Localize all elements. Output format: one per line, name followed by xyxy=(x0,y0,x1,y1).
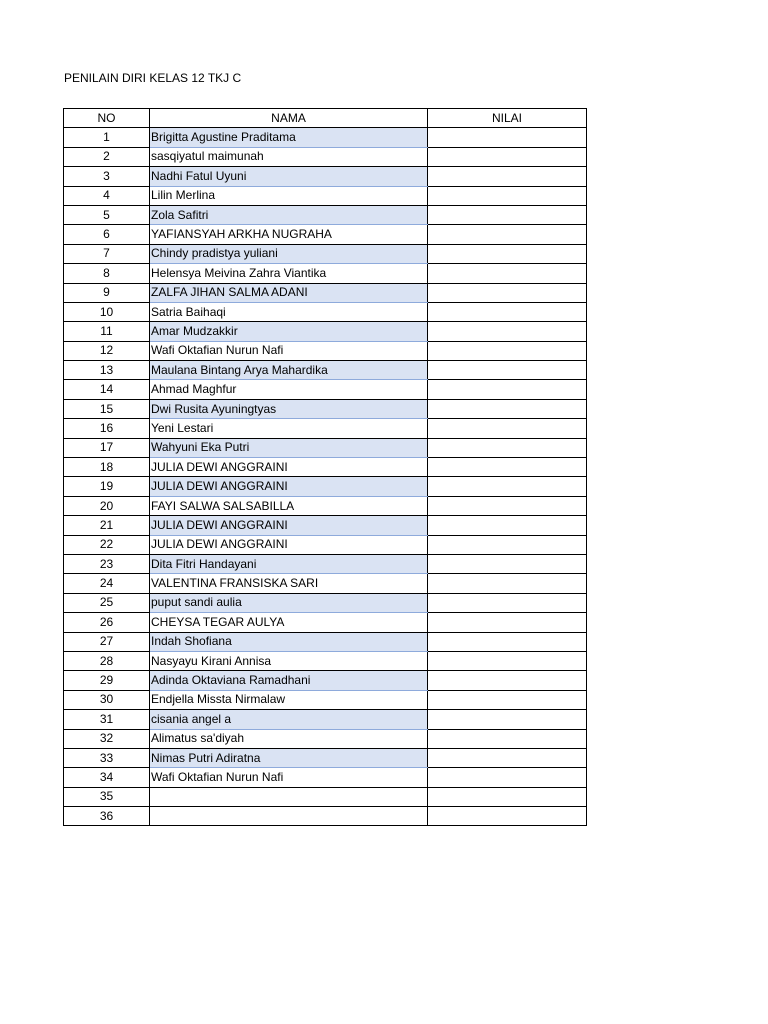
table-row xyxy=(64,147,587,166)
cell-nilai[interactable] xyxy=(428,380,587,399)
cell-nilai[interactable] xyxy=(428,225,587,244)
cell-nama[interactable]: Brigitta Agustine Praditama xyxy=(150,128,428,147)
cell-nilai[interactable] xyxy=(428,768,587,787)
table-row xyxy=(64,535,587,554)
cell-nilai[interactable] xyxy=(428,496,587,515)
cell-nama[interactable]: Adinda Oktaviana Ramadhani xyxy=(150,671,428,690)
cell-nama[interactable]: Ahmad Maghfur xyxy=(150,380,428,399)
table-row xyxy=(64,554,587,573)
cell-nilai[interactable] xyxy=(428,438,587,457)
cell-nama[interactable] xyxy=(150,787,428,806)
cell-nilai[interactable] xyxy=(428,264,587,283)
cell-nilai[interactable] xyxy=(428,651,587,670)
cell-no[interactable]: 28 xyxy=(64,651,150,670)
table-body xyxy=(64,128,587,826)
cell-nama[interactable]: puput sandi aulia xyxy=(150,593,428,612)
cell-nama[interactable]: JULIA DEWI ANGGRAINI xyxy=(150,477,428,496)
cell-nama[interactable]: Lilin Merlina xyxy=(150,186,428,205)
cell-no[interactable]: 35 xyxy=(64,787,150,806)
cell-nilai[interactable] xyxy=(428,322,587,341)
table-row xyxy=(64,167,587,186)
cell-no[interactable]: 14 xyxy=(64,380,150,399)
cell-nama[interactable]: JULIA DEWI ANGGRAINI xyxy=(150,516,428,535)
cell-nama[interactable]: Wafi Oktafian Nurun Nafi xyxy=(150,341,428,360)
cell-nama[interactable]: Nadhi Fatul Uyuni xyxy=(150,167,428,186)
cell-nama[interactable]: Nasyayu Kirani Annisa xyxy=(150,651,428,670)
cell-nilai[interactable] xyxy=(428,283,587,302)
table-row xyxy=(64,438,587,457)
cell-no[interactable]: 2 xyxy=(64,147,150,166)
cell-nilai[interactable] xyxy=(428,458,587,477)
cell-nama[interactable]: ZALFA JIHAN SALMA ADANI xyxy=(150,283,428,302)
cell-nama[interactable]: Endjella Missta Nirmalaw xyxy=(150,690,428,709)
cell-no[interactable]: 23 xyxy=(64,554,150,573)
table-row xyxy=(64,690,587,709)
table-row xyxy=(64,613,587,632)
cell-nama[interactable]: Maulana Bintang Arya Mahardika xyxy=(150,361,428,380)
table-row xyxy=(64,244,587,263)
cell-nilai[interactable] xyxy=(428,147,587,166)
cell-no[interactable]: 4 xyxy=(64,186,150,205)
cell-no[interactable]: 22 xyxy=(64,535,150,554)
cell-nama[interactable]: Dwi Rusita Ayuningtyas xyxy=(150,399,428,418)
cell-no[interactable]: 9 xyxy=(64,283,150,302)
cell-no[interactable]: 31 xyxy=(64,710,150,729)
cell-no[interactable]: 18 xyxy=(64,458,150,477)
cell-nama[interactable]: sasqiyatul maimunah xyxy=(150,147,428,166)
cell-nilai[interactable] xyxy=(428,613,587,632)
cell-nama[interactable]: Helensya Meivina Zahra Viantika xyxy=(150,264,428,283)
cell-no[interactable]: 17 xyxy=(64,438,150,457)
table-row xyxy=(64,477,587,496)
table-row xyxy=(64,341,587,360)
cell-nilai[interactable] xyxy=(428,128,587,147)
page-title: PENILAIN DIRI KELAS 12 TKJ C xyxy=(64,71,242,85)
cell-nilai[interactable] xyxy=(428,419,587,438)
table-row xyxy=(64,322,587,341)
cell-nama[interactable]: Nimas Putri Adiratna xyxy=(150,748,428,767)
cell-no[interactable]: 30 xyxy=(64,690,150,709)
cell-no[interactable]: 1 xyxy=(64,128,150,147)
cell-nama[interactable]: Dita Fitri Handayani xyxy=(150,554,428,573)
table-row xyxy=(64,186,587,205)
cell-no[interactable]: 5 xyxy=(64,205,150,224)
table-row xyxy=(64,729,587,748)
cell-nama[interactable]: JULIA DEWI ANGGRAINI xyxy=(150,458,428,477)
cell-nama[interactable]: cisania angel a xyxy=(150,710,428,729)
header-nama[interactable]: NAMA xyxy=(150,109,428,128)
table-row xyxy=(64,205,587,224)
table-row xyxy=(64,787,587,806)
table-row xyxy=(64,496,587,515)
cell-nilai[interactable] xyxy=(428,399,587,418)
cell-no[interactable]: 25 xyxy=(64,593,150,612)
cell-nama[interactable]: Wahyuni Eka Putri xyxy=(150,438,428,457)
cell-nilai[interactable] xyxy=(428,302,587,321)
cell-no[interactable]: 33 xyxy=(64,748,150,767)
cell-no[interactable]: 24 xyxy=(64,574,150,593)
cell-nilai[interactable] xyxy=(428,671,587,690)
cell-nilai[interactable] xyxy=(428,710,587,729)
cell-nama[interactable]: Zola Safitri xyxy=(150,205,428,224)
cell-nama[interactable]: JULIA DEWI ANGGRAINI xyxy=(150,535,428,554)
cell-nilai[interactable] xyxy=(428,593,587,612)
table-row xyxy=(64,264,587,283)
header-row xyxy=(64,109,587,128)
cell-nilai[interactable] xyxy=(428,516,587,535)
cell-nilai[interactable] xyxy=(428,186,587,205)
cell-no[interactable]: 36 xyxy=(64,807,150,826)
cell-nilai[interactable] xyxy=(428,361,587,380)
cell-nama[interactable]: Chindy pradistya yuliani xyxy=(150,244,428,263)
table-row xyxy=(64,361,587,380)
cell-nilai[interactable] xyxy=(428,807,587,826)
table-row xyxy=(64,748,587,767)
table-row xyxy=(64,380,587,399)
cell-nilai[interactable] xyxy=(428,632,587,651)
table-row xyxy=(64,302,587,321)
cell-no[interactable]: 3 xyxy=(64,167,150,186)
header-nilai[interactable]: NILAI xyxy=(428,109,587,128)
table-row xyxy=(64,768,587,787)
cell-no[interactable]: 16 xyxy=(64,419,150,438)
table-row xyxy=(64,807,587,826)
cell-no[interactable]: 21 xyxy=(64,516,150,535)
cell-no[interactable]: 13 xyxy=(64,361,150,380)
cell-nilai[interactable] xyxy=(428,205,587,224)
cell-nama[interactable]: Yeni Lestari xyxy=(150,419,428,438)
cell-no[interactable]: 6 xyxy=(64,225,150,244)
cell-no[interactable]: 7 xyxy=(64,244,150,263)
table-row xyxy=(64,419,587,438)
cell-nama[interactable]: CHEYSA TEGAR AULYA xyxy=(150,613,428,632)
cell-nama[interactable]: YAFIANSYAH ARKHA NUGRAHA xyxy=(150,225,428,244)
cell-nilai[interactable] xyxy=(428,167,587,186)
cell-nilai[interactable] xyxy=(428,554,587,573)
header-no[interactable]: NO xyxy=(64,109,150,128)
cell-nilai[interactable] xyxy=(428,244,587,263)
cell-nilai[interactable] xyxy=(428,787,587,806)
table-row xyxy=(64,632,587,651)
cell-no[interactable]: 29 xyxy=(64,671,150,690)
table-row xyxy=(64,710,587,729)
cell-nilai[interactable] xyxy=(428,477,587,496)
cell-nilai[interactable] xyxy=(428,341,587,360)
cell-no[interactable]: 10 xyxy=(64,302,150,321)
table-row xyxy=(64,399,587,418)
cell-no[interactable]: 27 xyxy=(64,632,150,651)
cell-nama[interactable]: Amar Mudzakkir xyxy=(150,322,428,341)
cell-no[interactable]: 26 xyxy=(64,613,150,632)
table-row xyxy=(64,283,587,302)
table-row xyxy=(64,671,587,690)
cell-nama[interactable]: VALENTINA FRANSISKA SARI xyxy=(150,574,428,593)
cell-nilai[interactable] xyxy=(428,748,587,767)
cell-nilai[interactable] xyxy=(428,574,587,593)
cell-nilai[interactable] xyxy=(428,729,587,748)
table-row xyxy=(64,651,587,670)
table-row xyxy=(64,516,587,535)
cell-no[interactable]: 8 xyxy=(64,264,150,283)
cell-nama[interactable]: Alimatus sa'diyah xyxy=(150,729,428,748)
cell-no[interactable]: 34 xyxy=(64,768,150,787)
table-row xyxy=(64,458,587,477)
cell-no[interactable]: 20 xyxy=(64,496,150,515)
cell-no[interactable]: 19 xyxy=(64,477,150,496)
table-row xyxy=(64,128,587,147)
cell-nilai[interactable] xyxy=(428,690,587,709)
cell-no[interactable]: 11 xyxy=(64,322,150,341)
cell-nama[interactable]: Satria Baihaqi xyxy=(150,302,428,321)
cell-nilai[interactable] xyxy=(428,535,587,554)
cell-no[interactable]: 32 xyxy=(64,729,150,748)
cell-nama[interactable]: FAYI SALWA SALSABILLA xyxy=(150,496,428,515)
table-row xyxy=(64,574,587,593)
cell-nama[interactable]: Wafi Oktafian Nurun Nafi xyxy=(150,768,428,787)
cell-no[interactable]: 15 xyxy=(64,399,150,418)
cell-no[interactable]: 12 xyxy=(64,341,150,360)
table-row xyxy=(64,225,587,244)
table-row xyxy=(64,593,587,612)
score-table xyxy=(63,108,587,826)
cell-nama[interactable]: Indah Shofiana xyxy=(150,632,428,651)
cell-nama[interactable] xyxy=(150,807,428,826)
